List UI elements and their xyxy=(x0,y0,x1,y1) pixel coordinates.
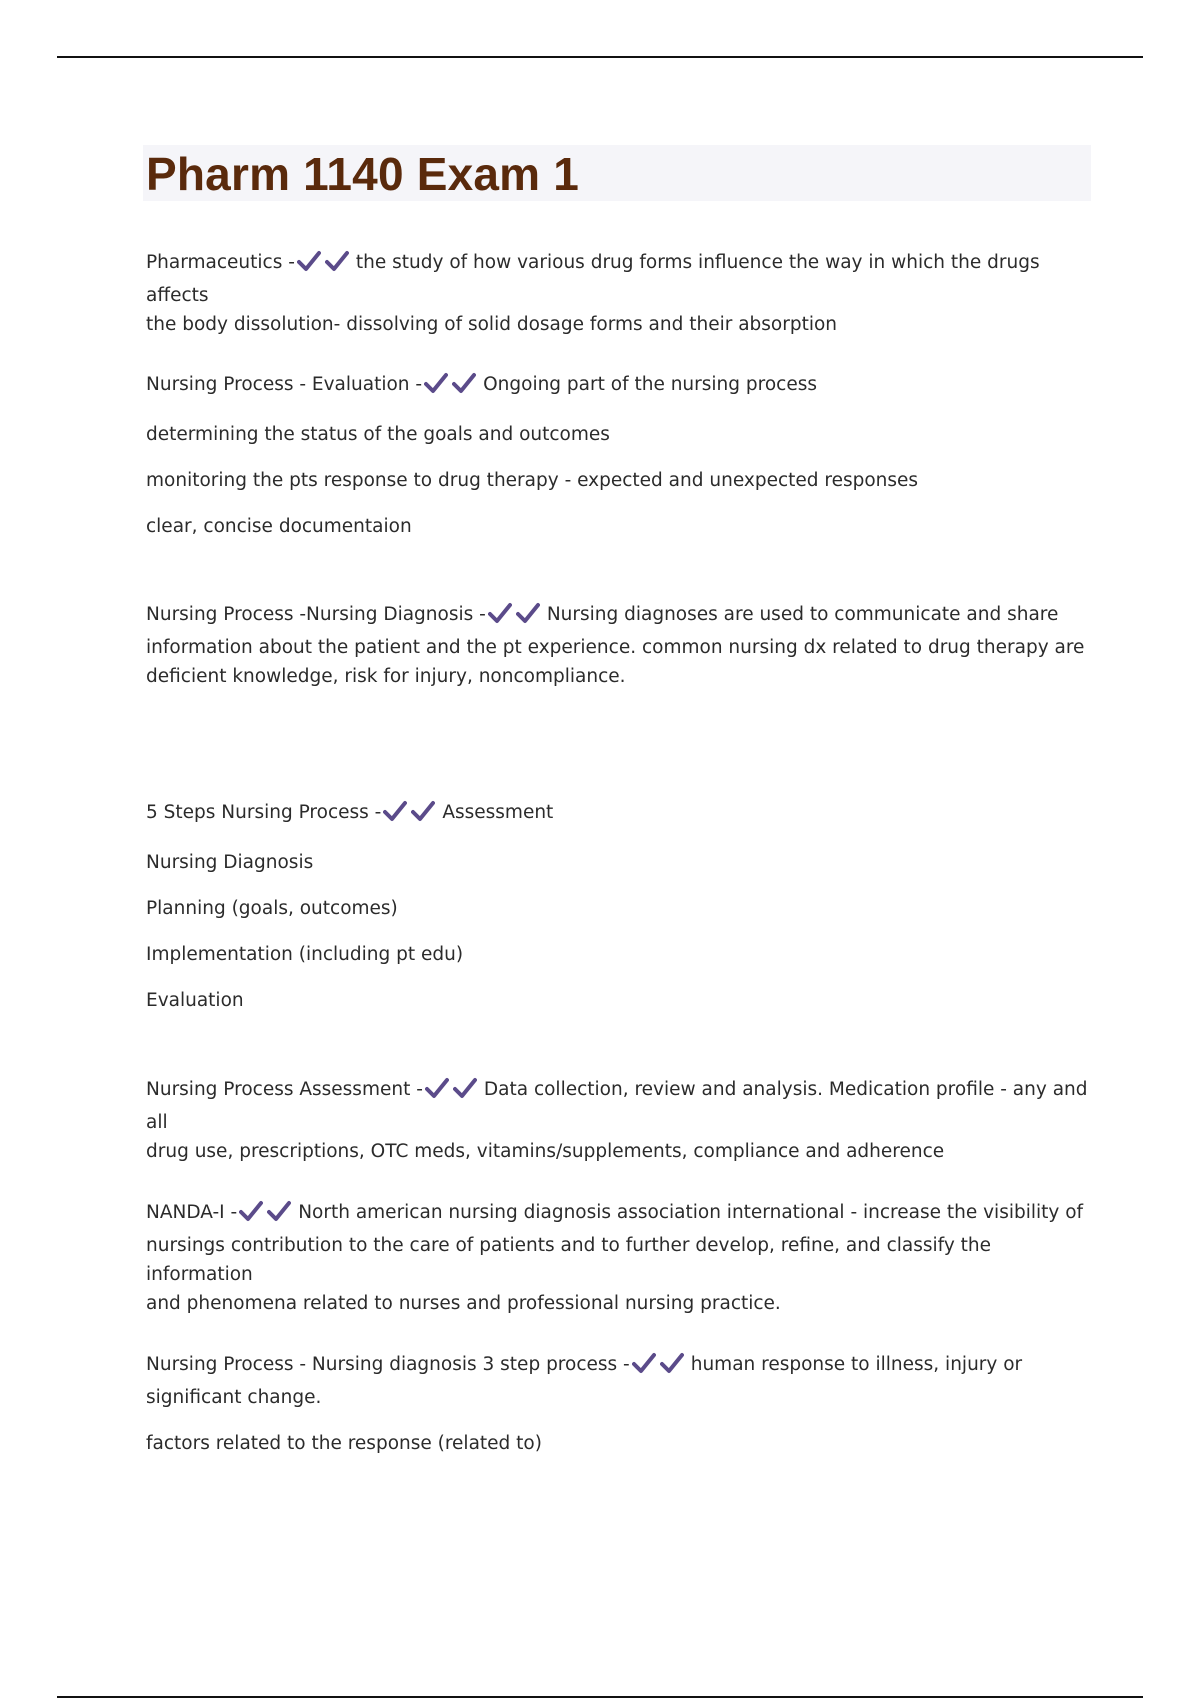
entry-continuation: drug use, prescriptions, OTC meds, vitamins/supplements, compliance and adherence xyxy=(146,1141,945,1162)
entry-continuation: deficient knowledge, risk for injury, noncompliance. xyxy=(146,666,626,687)
entry-definition: Nursing diagnoses are used to communicate and share xyxy=(546,604,1059,625)
check-icon xyxy=(488,602,512,624)
entry-term: Nursing Process -Nursing Diagnosis - xyxy=(146,604,486,625)
check-icon xyxy=(267,1200,291,1222)
flashcard-entry xyxy=(146,248,1096,339)
entry-continuation: the body dissolution- dissolving of solid dosage forms and their absorption xyxy=(146,314,838,335)
double-check-icon xyxy=(297,250,353,281)
check-icon xyxy=(424,372,448,394)
entry-extra-line: Evaluation xyxy=(146,990,244,1011)
entry-extra-line: clear, concise documentaion xyxy=(146,516,412,537)
flashcard-entry xyxy=(146,1075,1096,1166)
entry-term: Nursing Process - Evaluation - xyxy=(146,374,423,395)
check-icon xyxy=(383,800,407,822)
entry-term: Nursing Process Assessment - xyxy=(146,1079,423,1100)
double-check-icon xyxy=(239,1200,295,1231)
flashcard-entry xyxy=(146,370,1096,541)
flashcard-entry xyxy=(146,1198,1096,1318)
entry-line xyxy=(146,1198,1096,1231)
check-icon xyxy=(452,372,476,394)
flashcard-entry xyxy=(146,600,1096,691)
entry-definition: North american nursing diagnosis association international - increase the visibility of xyxy=(298,1202,1084,1223)
check-icon xyxy=(632,1352,656,1374)
entry-line xyxy=(146,370,1096,403)
double-check-icon xyxy=(425,1077,481,1108)
entry-extra-line: Implementation (including pt edu) xyxy=(146,944,464,965)
entry-line xyxy=(146,1350,1096,1383)
entry-term: Pharmaceutics - xyxy=(146,252,295,273)
footer-rule xyxy=(57,1696,1143,1698)
entry-line xyxy=(146,600,1096,633)
check-icon xyxy=(453,1077,477,1099)
entry-definition: human response to illness, injury or xyxy=(690,1354,1023,1375)
entry-continuation: nursings contribution to the care of patients and to further develop, refine, and classify the information xyxy=(146,1235,992,1285)
double-check-icon xyxy=(632,1352,688,1383)
entry-continuation: and phenomena related to nurses and professional nursing practice. xyxy=(146,1293,781,1314)
entry-extra-line: monitoring the pts response to drug therapy - expected and unexpected responses xyxy=(146,470,919,491)
check-icon xyxy=(325,250,349,272)
flashcard-entry xyxy=(146,1350,1096,1458)
check-icon xyxy=(660,1352,684,1374)
entry-term: Nursing Process - Nursing diagnosis 3 step process - xyxy=(146,1354,630,1375)
entry-definition: Ongoing part of the nursing process xyxy=(483,374,817,395)
entry-definition: Data collection, review and analysis. Medication profile - any and all xyxy=(146,1079,1088,1133)
page-title: Pharm 1140 Exam 1 xyxy=(146,148,580,200)
entry-definition: the study of how various drug forms influence the way in which the drugs affects xyxy=(146,252,1040,306)
double-check-icon xyxy=(383,800,439,831)
entry-term: 5 Steps Nursing Process - xyxy=(146,802,382,823)
entry-line xyxy=(146,798,1096,831)
check-icon xyxy=(239,1200,263,1222)
entry-line xyxy=(146,248,1096,310)
entry-continuation: significant change. xyxy=(146,1387,322,1408)
check-icon xyxy=(425,1077,449,1099)
double-check-icon xyxy=(488,602,544,633)
double-check-icon xyxy=(424,372,480,403)
entry-extra-line: Nursing Diagnosis xyxy=(146,852,314,873)
entry-extra-line: factors related to the response (related to) xyxy=(146,1433,542,1454)
entry-line xyxy=(146,1075,1096,1137)
entry-continuation: information about the patient and the pt experience. common nursing dx related to drug therapy are xyxy=(146,637,1085,658)
check-icon xyxy=(516,602,540,624)
entry-extra-line: Planning (goals, outcomes) xyxy=(146,898,398,919)
flashcard-entry xyxy=(146,798,1096,1015)
entry-extra-line: determining the status of the goals and outcomes xyxy=(146,424,610,445)
check-icon xyxy=(297,250,321,272)
header-rule xyxy=(57,56,1143,58)
entry-definition: Assessment xyxy=(442,802,554,823)
entry-term: NANDA-I - xyxy=(146,1202,238,1223)
check-icon xyxy=(411,800,435,822)
